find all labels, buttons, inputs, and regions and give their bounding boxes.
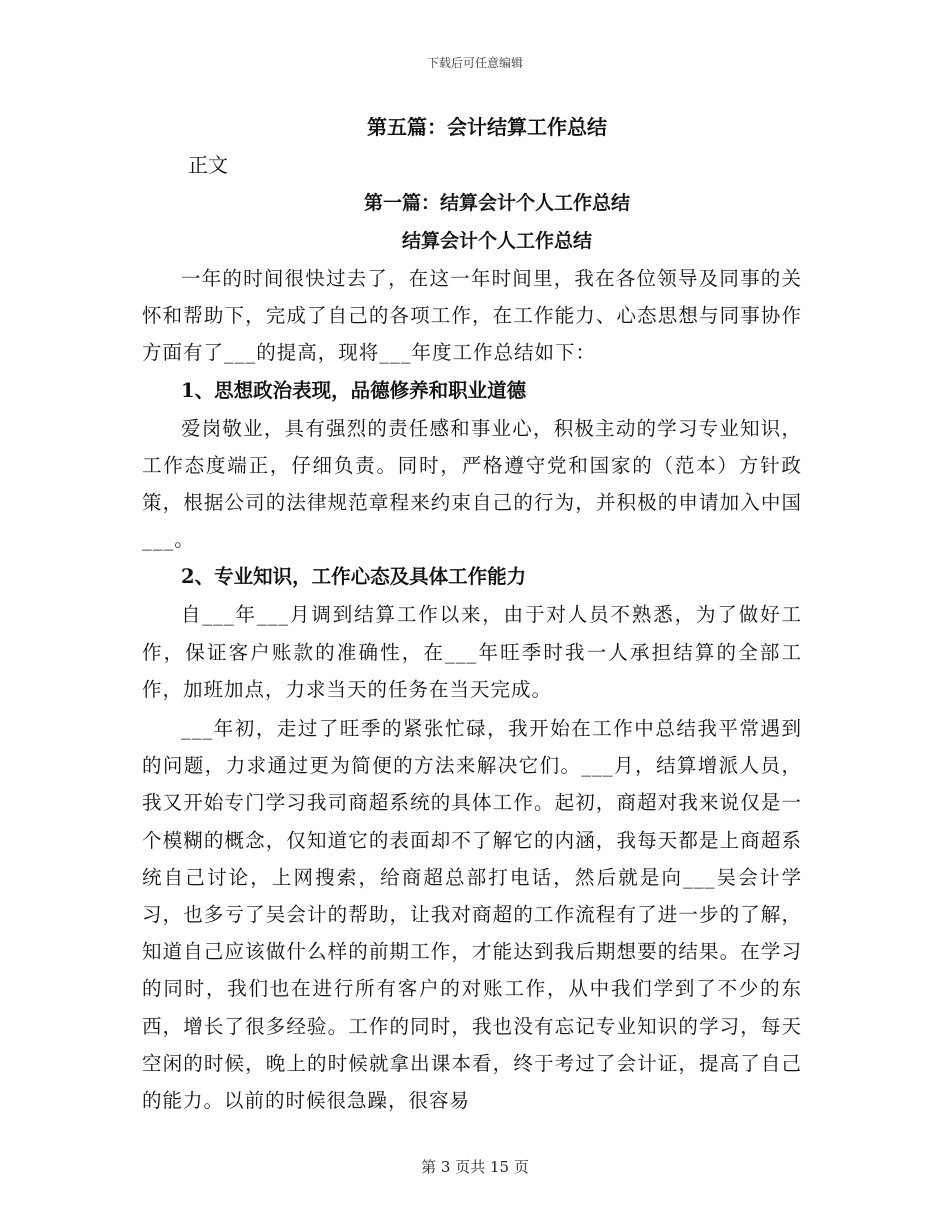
paragraph-section-2b: ___年初，走过了旺季的紧张忙碌，我开始在工作中总结我平常遇到的问题，力求通过更为简便的方法来解决它们。___月，结算增派人员，我又开始专门学习我司商超系统的具体工作。起初，商超对我来说仅是一个模糊的概念，仅知道它的表面却不了解它的内涵，我每天都是上商超系统自己讨论，上网搜索，给商超总部打电话，然后就是向___吴会计学习，也多亏了吴会计的帮助，让我对商超的工作流程有了进一步的了解，知道自己应该做什么样的前期工作，才能达到我后期想要的结果。在学习的同时，我们也在进行所有客户的对账工作，从中我们学到了不少的东西，增长了很多经验。工作的同时，我也没有忘记专业知识的学习，每天空闲的时候，晚上的时候就拿出课本看，终于考过了会计证，提高了自己的能力。以前的时候很急躁，很容易 <box>142 717 802 1113</box>
body-label: 正文 <box>188 153 228 177</box>
paragraph-intro: 一年的时间很快过去了，在这一年时间里，我在各位领导及同事的关怀和帮助下，完成了自己的各项工作，在工作能力、心态思想与同事协作方面有了___的提高，现将___年度工作总结如下： <box>142 267 802 365</box>
paragraph-section-2a: 自___年___月调到结算工作以来，由于对人员不熟悉，为了做好工作，保证客户账款的准确性，在___年旺季时我一人承担结算的全部工作，加班加点，力求当天的任务在当天完成。 <box>142 603 802 701</box>
sub-title-2: 结算会计个人工作总结 <box>401 230 592 252</box>
section-heading-2: 2、专业知识，工作心态及具体工作能力 <box>181 565 527 589</box>
sub-title-1: 第一篇：结算会计个人工作总结 <box>363 192 630 214</box>
paragraph-section-1: 爱岗敬业，具有强烈的责任感和事业心，积极主动的学习专业知识，工作态度端正，仔细负责。同时，严格遵守党和国家的（范本）方针政策，根据公司的法律规范章程来约束自己的行为，并积极的申请加入中国___。 <box>142 416 802 552</box>
main-title: 第五篇：会计结算工作总结 <box>367 115 607 139</box>
section-heading-1: 1、思想政治表现，品德修养和职业道德 <box>181 378 527 402</box>
page-footer: 第 3 页共 15 页 <box>421 1158 529 1176</box>
header-note: 下载后可任意编辑 <box>426 56 523 70</box>
document-body <box>142 108 802 1119</box>
